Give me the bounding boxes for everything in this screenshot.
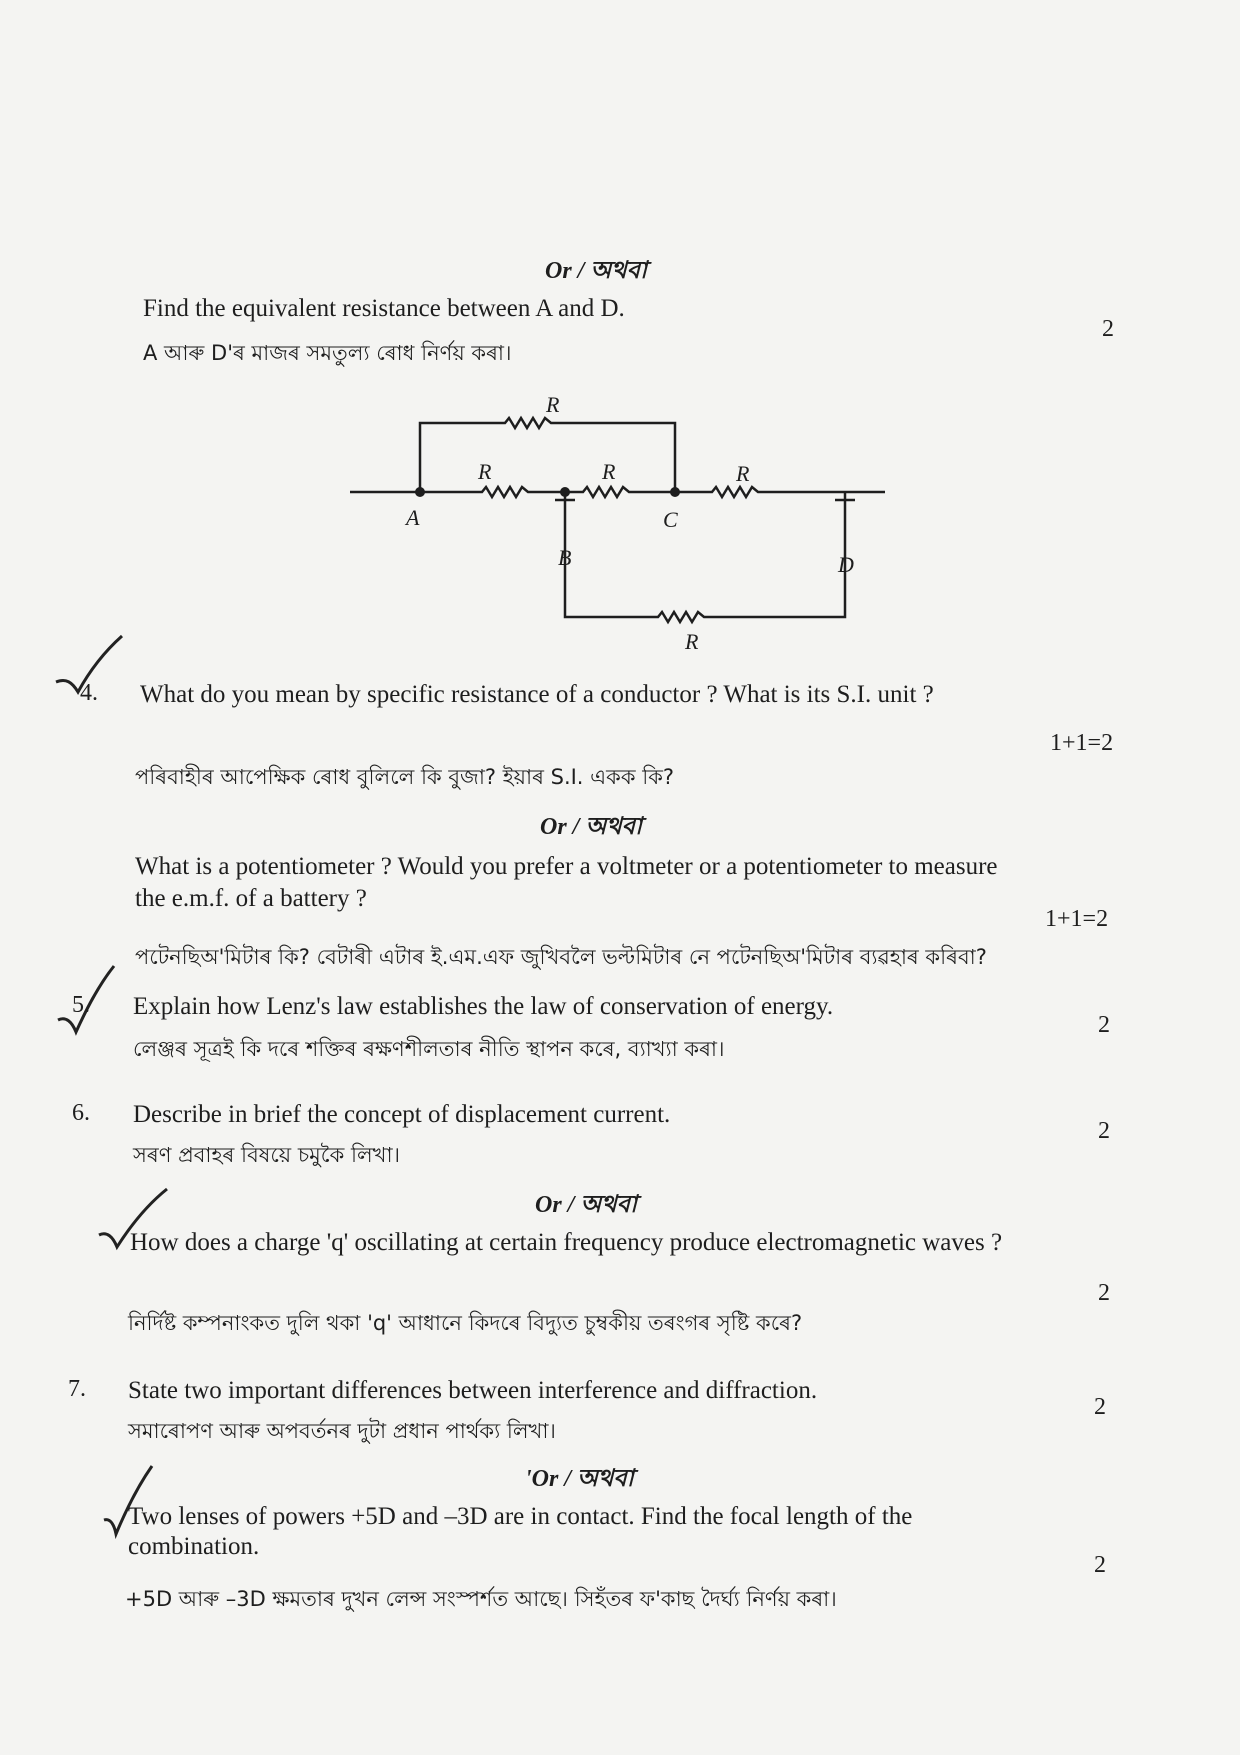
marks-label: 2 [1098,1280,1110,1306]
or-heading: 'Or / অথবা [525,1466,634,1492]
node-label-d: D [838,552,854,577]
question-text-en: What do you mean by specific resistance of a conductor ? What is its S.I. unit ? [140,681,934,708]
question-text-en: State two important differences between interference and diffraction. [128,1377,818,1404]
alt-question-text-en-cont: the e.m.f. of a battery ? [135,885,367,912]
question-text-en: Find the equivalent resistance between A and D. [143,295,625,322]
question-text-as: সৰণ প্ৰবাহৰ বিষয়ে চমুকৈ লিখা। [133,1143,401,1167]
question-text-as: সমাৰোপণ আৰু অপবৰ্তনৰ দুটা প্ৰধান পাৰ্থক্য লিখা। [128,1419,556,1443]
alt-question-text-as: +5D আৰু –3D ক্ষমতাৰ দুখন লেন্স সংস্পৰ্শত আছে। সিহঁতৰ ফ'কাছ দৈৰ্ঘ্য নিৰ্ণয় কৰা। [125,1587,837,1611]
question-number: 7. [68,1376,86,1402]
node-label-a: A [406,505,420,530]
node-label-c: C [663,507,678,532]
node-label-b: B [558,545,572,570]
marks-label: 2 [1102,316,1114,342]
resistor-label-bottom: R [685,629,699,654]
marks-label: 2 [1098,1118,1110,1144]
question-number: 6. [72,1100,90,1126]
node-c-dot [670,487,680,497]
resistor-label-bc: R [602,459,616,484]
or-heading-1: Or / অথবা [545,258,647,284]
marks-label: 1+1=2 [1045,906,1109,932]
question-text-en: Explain how Lenz's law establishes the law of conservation of energy. [133,993,834,1020]
question-text-as: লেঞ্জৰ সূত্ৰই কি দৰে শক্তিৰ ৰক্ষণশীলতাৰ নীতি স্থাপন কৰে, ব্যাখ্যা কৰা। [133,1037,725,1061]
question-text-en: Describe in brief the concept of displacement current. [133,1101,671,1128]
marks-label: 2 [1094,1394,1106,1420]
resistor-label-ab: R [478,459,492,484]
question-number: 4. [80,680,98,706]
resistor-label-top: R [546,392,560,417]
marks-label: 2 [1098,1012,1110,1038]
alt-question-text-as: নিৰ্দিষ্ট কম্পনাংকত দুলি থকা 'q' আধানে কিদৰে বিদ্যুত চুম্বকীয় তৰংগৰ সৃষ্টি কৰে? [128,1311,803,1335]
or-heading: Or / অথবা [540,814,642,840]
node-b-dot [560,487,570,497]
alt-question-text-as: পটেনছিঅ'মিটাৰ কি? বেটাৰী এটাৰ ই.এম.এফ জুখিবলৈ ভল্টমিটাৰ নে পটেনছিঅ'মিটাৰ ব্যৱহাৰ কৰিবা? [135,945,987,969]
marks-label: 1+1=2 [1050,730,1114,756]
or-heading: Or / অথবা [535,1192,637,1218]
alt-question-text-en: What is a potentiometer ? Would you prefer a voltmeter or a potentiometer to measure [135,853,998,880]
alt-question-text-en-cont: combination. [128,1533,260,1560]
circuit-diagram [340,385,900,660]
resistor-label-cd: R [736,461,750,486]
question-number: 5. [72,992,90,1018]
alt-question-text-en: Two lenses of powers +5D and –3D are in contact. Find the focal length of the [128,1503,913,1530]
marks-label: 2 [1094,1552,1106,1578]
node-a-dot [415,487,425,497]
question-text-as: A আৰু D'ৰ মাজৰ সমতুল্য ৰোধ নিৰ্ণয় কৰা। [143,341,512,365]
alt-question-text-en: How does a charge 'q' oscillating at certain frequency produce electromagnetic waves ? [130,1229,1003,1256]
question-text-as: পৰিবাহীৰ আপেক্ষিক ৰোধ বুলিলে কি বুজা? ইয়াৰ S.I. একক কি? [135,765,675,789]
